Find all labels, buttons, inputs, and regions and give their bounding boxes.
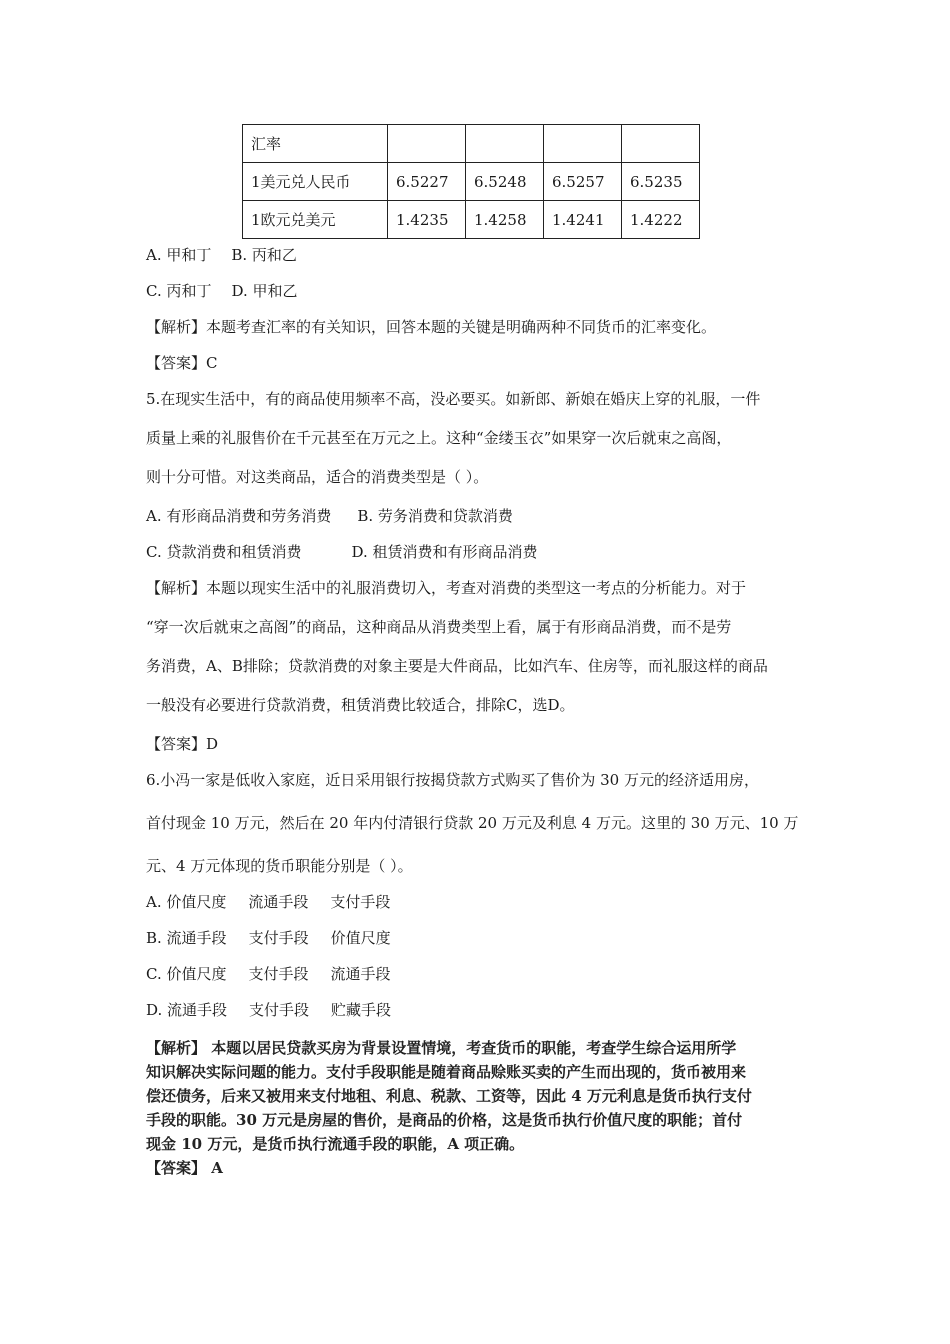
q6-option-part: 支付手段 [248,965,309,983]
q4-answer: 【答案】C [146,354,218,372]
q4-option-c: C. 丙和丁 [146,282,212,300]
q4-analysis: 【解析】本题考查汇率的有关知识，回答本题的关键是明确两种不同货币的汇率变化。 [146,318,717,336]
table-cell [622,125,700,163]
q5-analysis-line: 一般没有必要进行贷款消费，租赁消费比较适合，排除C，选D。 [146,696,575,714]
table-cell [466,125,544,163]
table-row-label: 1欧元兑美元 [243,201,388,239]
table-cell: 6.5227 [388,163,466,201]
q6-option-part: 价值尺度 [330,929,391,947]
q5-option-a: A. 有形商品消费和劳务消费 [146,507,332,525]
q6-analysis-line: 知识解决实际问题的能力。支付手段职能是随着商品赊账买卖的产生而出现的，货币被用来 [146,1063,747,1081]
table-row-label: 1美元兑人民币 [243,163,388,201]
q4-options-row-1 [146,245,297,265]
q4-option-b: B. 丙和乙 [231,246,297,264]
q6-option-part: 贮藏手段 [331,1001,392,1019]
table-header-cell: 汇率 [243,125,388,163]
q6-option-part: 流通手段 [248,893,309,911]
table-cell [388,125,466,163]
q5-analysis-line: 务消费，A、B排除；贷款消费的对象主要是大件商品，比如汽车、住房等，而礼服这样的商品 [146,657,768,675]
q6-option-part: 流通手段 [330,965,391,983]
q5-options-row-2 [146,542,538,562]
q6-analysis-line: 【解析】 本题以居民贷款买房为背景设置情境，考查货币的职能，考查学生综合运用所学 [146,1039,737,1057]
q6-option-part: 支付手段 [330,893,391,911]
table-row [243,163,700,201]
table-cell: 1.4241 [544,201,622,239]
q5-stem-line: 质量上乘的礼服售价在千元甚至在万元之上。这种“金缕玉衣”如果穿一次后就束之高阁， [146,429,732,447]
q5-analysis-line: 【解析】本题以现实生活中的礼服消费切入，考查对消费的类型这一考点的分析能力。对于 [146,579,747,597]
q6-option [146,892,390,912]
q4-option-a: A. 甲和丁 [146,246,212,264]
q6-option-part: 支付手段 [248,929,309,947]
q6-analysis-line: 现金 10 万元，是货币执行流通手段的职能，A 项正确。 [146,1135,525,1153]
table-cell: 6.5235 [622,163,700,201]
q4-option-d: D. 甲和乙 [231,282,298,300]
q6-stem-line: 元、4 万元体现的货币职能分别是（ ）。 [146,857,413,875]
table-row [243,125,700,163]
table-cell: 1.4258 [466,201,544,239]
table-cell: 6.5248 [466,163,544,201]
q6-analysis-line: 手段的职能。30 万元是房屋的售价，是商品的价格，这是货币执行价值尺度的职能；首付 [146,1111,743,1129]
q6-analysis-line: 偿还债务，后来又被用来支付地租、利息、税款、工资等，因此 4 万元利息是货币执行支付 [146,1087,752,1105]
q6-option-part: B. 流通手段 [146,929,227,947]
q5-option-c: C. 贷款消费和租赁消费 [146,543,302,561]
q6-answer: 【答案】 A [146,1159,223,1177]
table-cell [544,125,622,163]
q5-stem-line: 则十分可惜。对这类商品，适合的消费类型是（ ）。 [146,468,489,486]
q6-option [146,928,391,948]
q6-option-part: 支付手段 [249,1001,310,1019]
q5-stem-line: 5.在现实生活中，有的商品使用频率不高，没必要买。如新郎、新娘在婚庆上穿的礼服，一件 [146,390,761,408]
q5-option-d: D. 租赁消费和有形商品消费 [351,543,538,561]
table-cell: 1.4222 [622,201,700,239]
q5-option-b: B. 劳务消费和贷款消费 [357,507,513,525]
q5-options-row-1 [146,506,513,526]
q6-option-part: A. 价值尺度 [146,893,227,911]
q6-option [146,1000,391,1020]
q6-option [146,964,391,984]
q6-stem-line: 首付现金 10 万元，然后在 20 年内付清银行贷款 20 万元及利息 4 万元。这里的 30 万元、10 万 [146,814,799,832]
q6-stem-line: 6.小冯一家是低收入家庭，近日采用银行按揭贷款方式购买了售价为 30 万元的经济适用房， [146,771,759,789]
q6-option-part: D. 流通手段 [146,1001,228,1019]
q5-analysis-line: “穿一次后就束之高阁”的商品，这种商品从消费类型上看，属于有形商品消费，而不是劳 [146,618,732,636]
table-row [243,201,700,239]
table-cell: 6.5257 [544,163,622,201]
exchange-rate-table [242,124,700,239]
q6-option-part: C. 价值尺度 [146,965,227,983]
table-cell: 1.4235 [388,201,466,239]
q5-answer: 【答案】D [146,735,219,753]
q4-options-row-2 [146,281,298,301]
